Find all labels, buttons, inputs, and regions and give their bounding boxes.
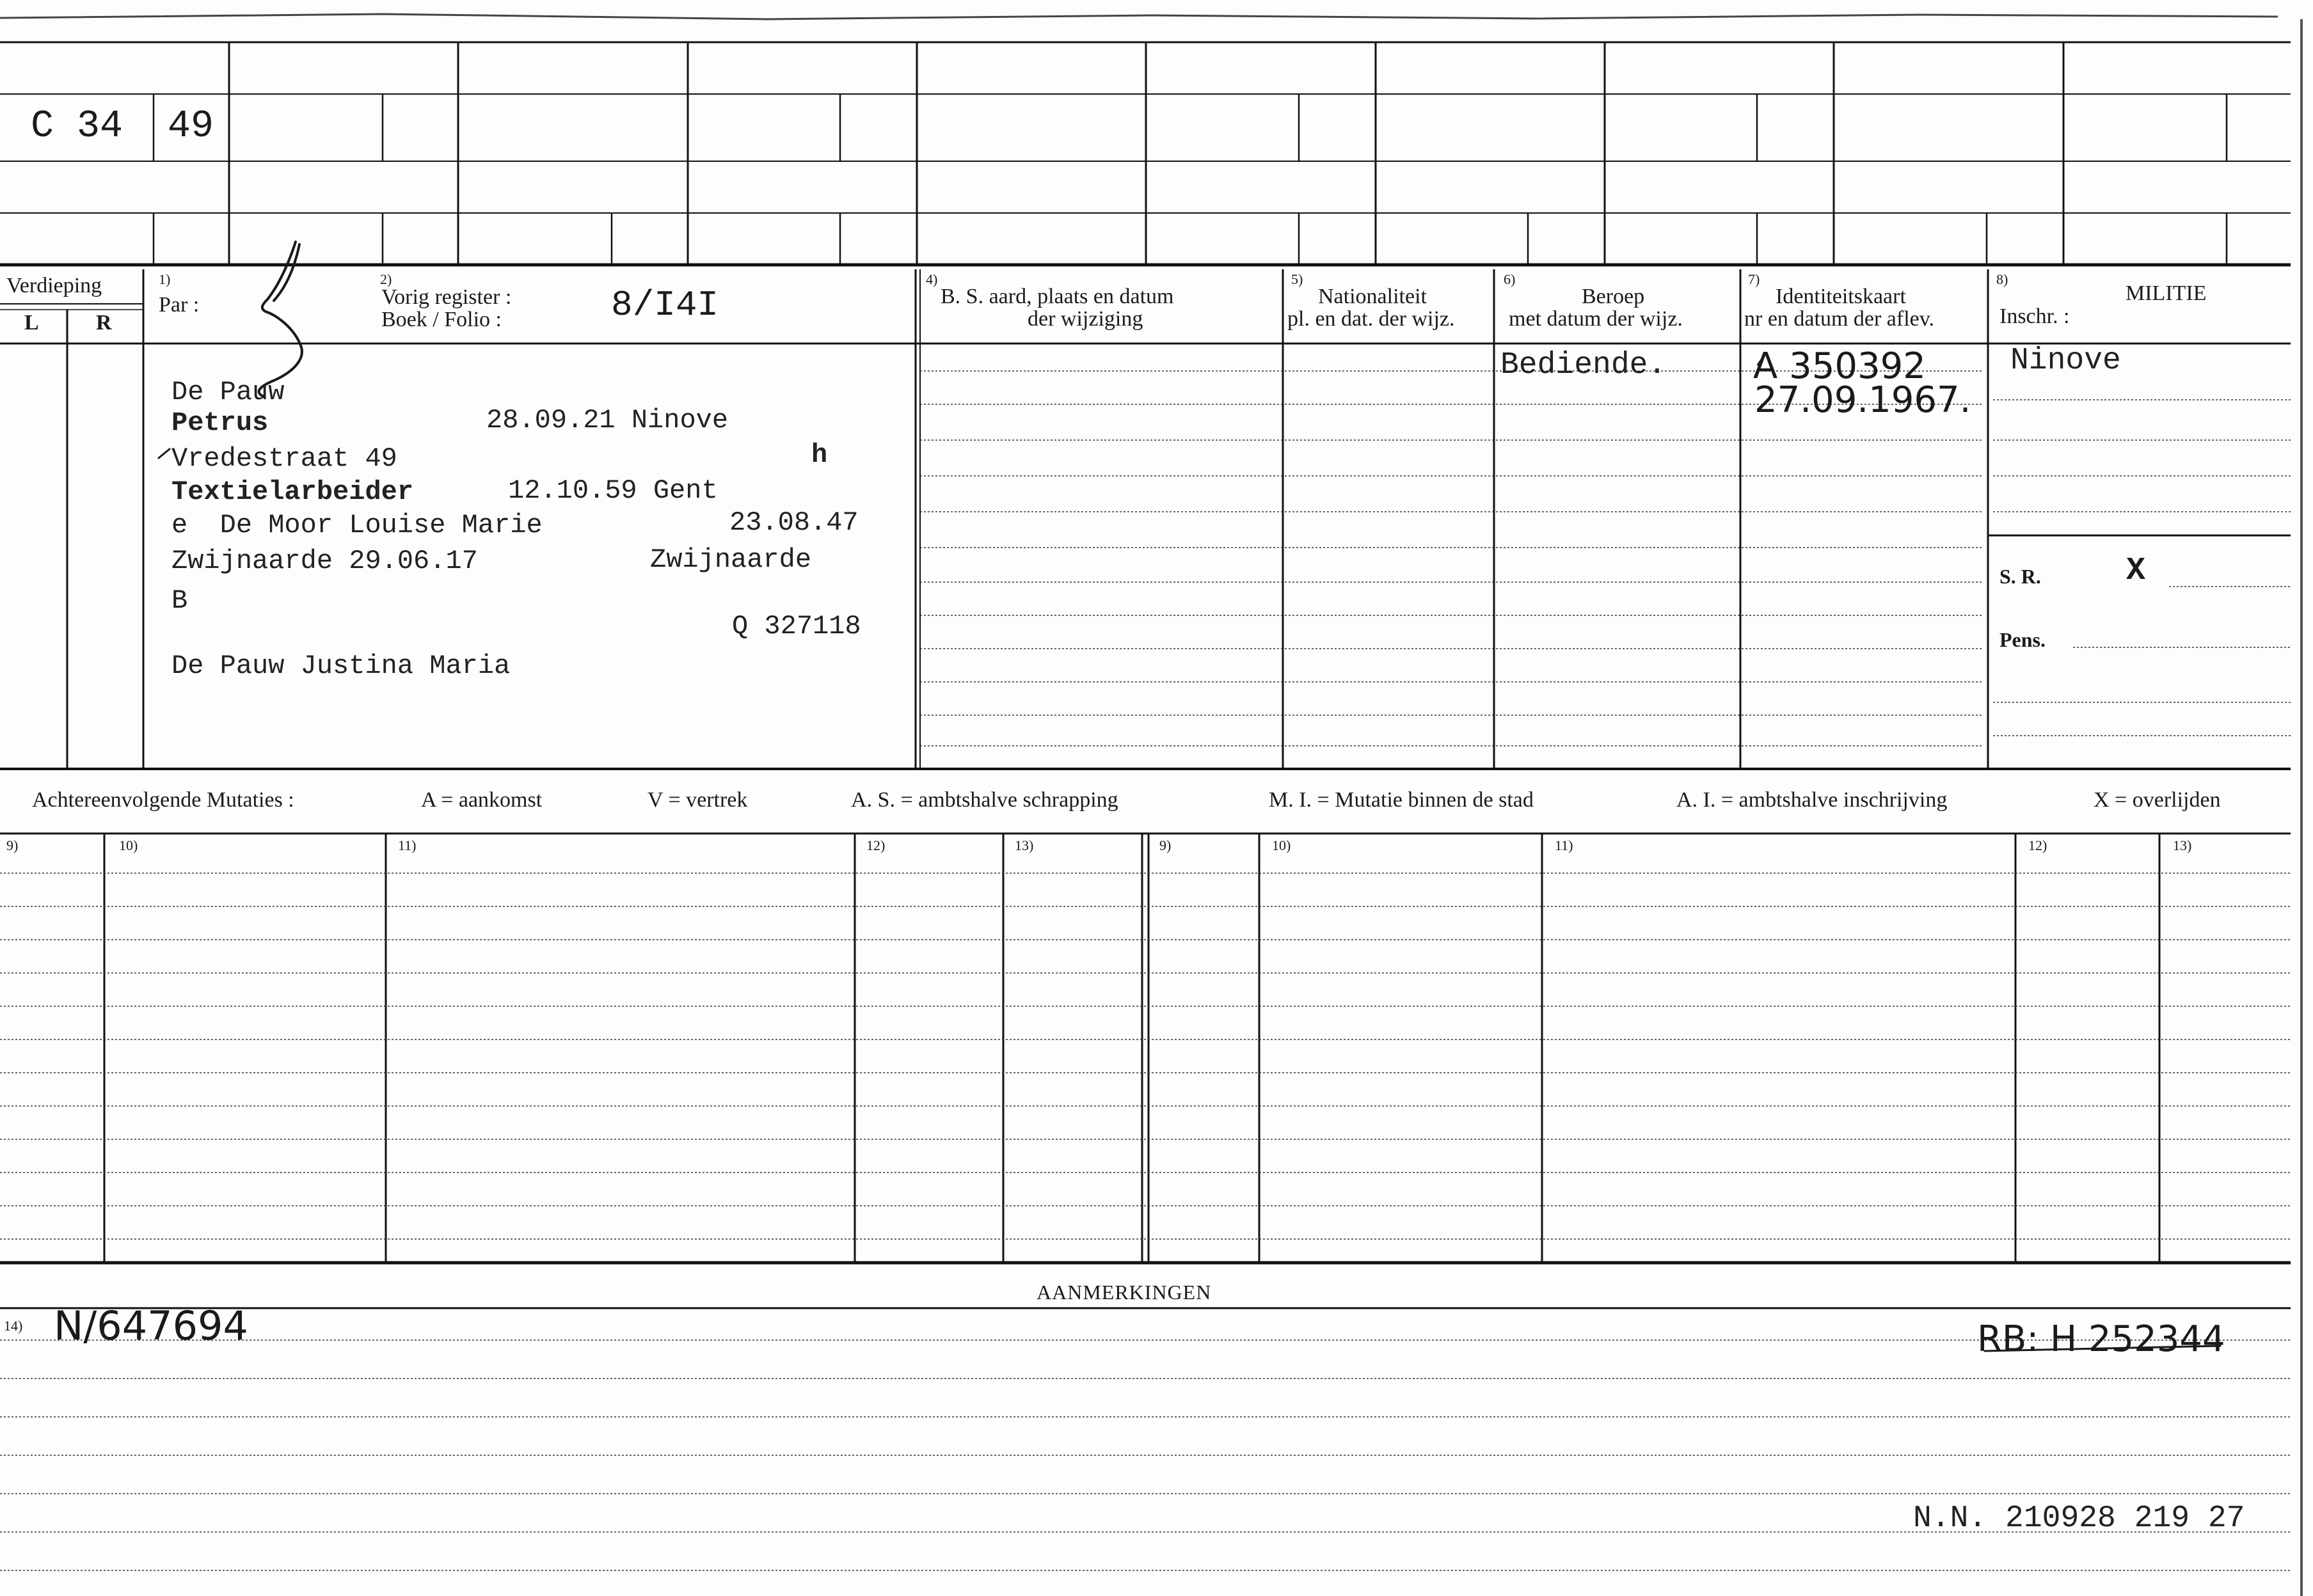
person-line-b: 28.09.21 Ninove — [486, 405, 729, 436]
card-number: 49 — [168, 105, 214, 148]
id-card-number: A 350392 — [1753, 345, 1926, 387]
mutation-col-number: 12) — [2028, 837, 2047, 853]
col4-label-line2: der wijziging — [1028, 307, 1143, 331]
col5-label-line1: Nationaliteit — [1318, 285, 1427, 308]
remarks-nn-number: N.N. 210928 219 27 — [1913, 1501, 2245, 1536]
militie-inschr-value: Ninove — [2010, 344, 2121, 378]
col6-label-line1: Beroep — [1582, 285, 1645, 308]
col8-inschr-label: Inschr. : — [1999, 304, 2070, 328]
col2-vorig-register-label: Vorig register : — [381, 285, 512, 309]
col2-boek-folio-value: 8/I4I — [611, 285, 719, 326]
id-card-date: 27.09.1967. — [1754, 379, 1971, 421]
mutation-col-number: 13) — [1015, 837, 1034, 853]
col4-label-line1: B. S. aard, plaats en datum — [941, 285, 1174, 308]
person-line-c: h — [811, 439, 828, 470]
header-verdieping-r: R — [96, 311, 112, 335]
col1-number: 1) — [159, 271, 171, 287]
col8-number: 8) — [1996, 271, 2008, 287]
person-line-a: Textielarbeider — [171, 477, 414, 507]
mutation-col-number: 12) — [866, 837, 886, 853]
remarks-reference: N/647694 — [54, 1302, 248, 1349]
col7-number: 7) — [1748, 271, 1760, 287]
sr-value: X — [2126, 553, 2146, 589]
col4-number: 4) — [926, 271, 938, 287]
header-verdieping: Verdieping — [6, 274, 102, 297]
remarks-title: AANMERKINGEN — [1037, 1281, 1212, 1304]
mutation-code-binnen-stad: M. I. = Mutatie binnen de stad — [1269, 788, 1534, 812]
mutation-code-schrapping: A. S. = ambtshalve schrapping — [851, 788, 1118, 812]
person-line-c: Q 327118 — [732, 611, 861, 642]
mutation-col-number: 9) — [6, 837, 19, 853]
person-line-b: 12.10.59 Gent — [508, 475, 718, 506]
col2-boek-folio-label: Boek / Folio : — [381, 308, 502, 331]
person-line-a: e De Moor Louise Marie — [171, 510, 543, 541]
col5-label-line2: pl. en dat. der wijz. — [1287, 307, 1455, 331]
person-line-c: Zwijnaarde — [650, 544, 812, 575]
mutation-col-number: 11) — [1555, 837, 1573, 853]
card-code: C 34 — [31, 105, 123, 148]
mutation-col-number: 10) — [1272, 837, 1291, 853]
person-line-c: 23.08.47 — [729, 507, 859, 538]
col5-number: 5) — [1291, 271, 1303, 287]
remarks-number: 14) — [4, 1318, 23, 1334]
col8-militie-label: MILITIE — [2126, 281, 2207, 305]
col7-label-line2: nr en datum der aflev. — [1744, 307, 1935, 331]
person-line-a: De Pauw Justina Maria — [171, 651, 511, 681]
col6-number: 6) — [1504, 271, 1516, 287]
mutation-col-number: 10) — [119, 837, 138, 853]
person-line-a: B — [171, 585, 188, 616]
col6-label-line2: met datum der wijz. — [1509, 307, 1683, 331]
header-verdieping-l: L — [24, 311, 39, 335]
pens-label: Pens. — [1999, 628, 2046, 651]
col7-label-line1: Identiteitskaart — [1776, 285, 1906, 308]
col2-number: 2) — [380, 271, 392, 287]
col1-par-label: Par : — [159, 293, 200, 317]
beroep-value: Bediende. — [1500, 348, 1667, 383]
remarks-rb-number: RB: H 252344 — [1977, 1318, 2225, 1360]
sr-label: S. R. — [1999, 565, 2041, 588]
mutation-col-number: 9) — [1159, 837, 1172, 853]
person-line-a: Petrus — [171, 407, 269, 438]
mutation-col-number: 11) — [398, 837, 417, 853]
person-line-a: De Pauw — [171, 377, 285, 407]
person-line-a: Zwijnaarde 29.06.17 — [171, 546, 478, 576]
mutation-code-inschrijving: A. I. = ambtshalve inschrijving — [1676, 788, 1948, 812]
mutation-code-vertrek: V = vertrek — [648, 788, 748, 812]
mutation-code-aankomst: A = aankomst — [421, 788, 543, 812]
mutations-title: Achtereenvolgende Mutaties : — [32, 788, 294, 812]
mutation-code-overlijden: X = overlijden — [2094, 788, 2221, 812]
person-line-a: Vredestraat 49 — [171, 443, 397, 474]
mutation-col-number: 13) — [2173, 837, 2192, 853]
